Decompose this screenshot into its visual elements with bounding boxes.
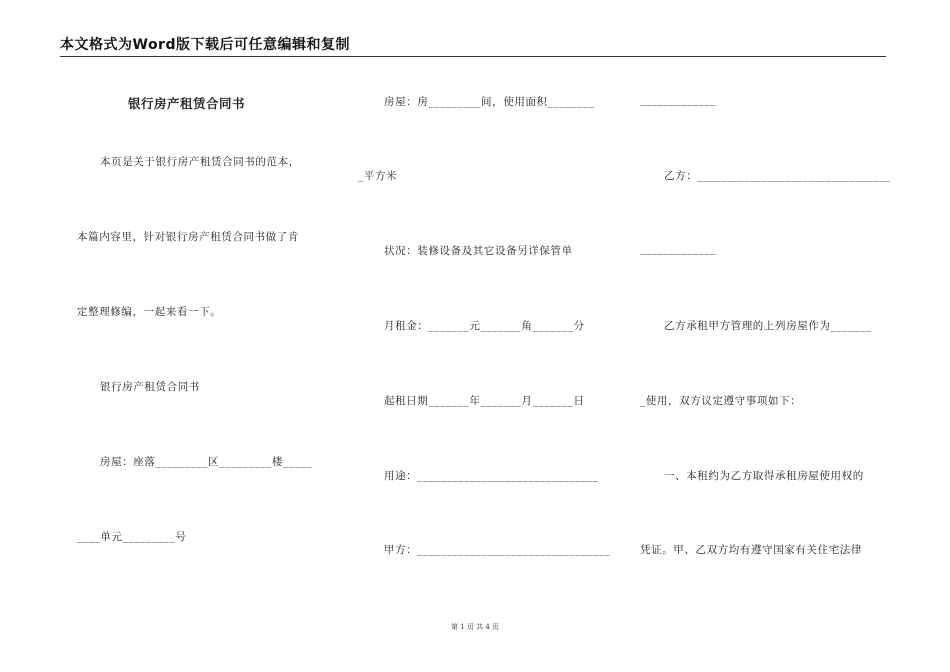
page-number: 第 1 页 共 4 页 (450, 623, 500, 631)
text-line: 定整理修编，一起来看一下。 (77, 306, 222, 318)
text-line: 银行房产租赁合同书 (100, 381, 200, 393)
text-line: 本篇内容里，针对银行房产租赁合同书做了肯 (77, 231, 299, 243)
document-title: 银行房产租赁合同书 (128, 96, 246, 111)
text-line: 月租金：_______元_______角_______分 (384, 320, 585, 332)
page-header: 本文格式为Word版下载后可任意编辑和复制 (60, 34, 886, 57)
text-line: 本页是关于银行房产租赁合同书的范本， (100, 156, 300, 168)
text-line: 一、本租约为乙方取得承租房屋使用权的 (664, 470, 864, 482)
text-line: 乙方承租甲方管理的上列房屋作为_______ (664, 320, 872, 332)
text-line: ____单元_________号 (77, 531, 187, 543)
text-line: 状况：装修设备及其它设备另详保管单 (384, 245, 573, 257)
text-line: 房屋：座落_________区_________楼_____ (100, 456, 313, 468)
text-line: 房屋：房_________间，使用面积________ (384, 96, 595, 108)
text-line: 甲方：_________________________________ (384, 544, 611, 556)
text-line: 乙方：_________________________________ (664, 170, 891, 182)
text-line: _____________ (640, 94, 717, 106)
text-line: 凭证。甲、乙双方均有遵守国家有关住宅法律 (640, 544, 862, 556)
text-line: _____________ (640, 243, 717, 255)
text-line: 起租日期_______年_______月_______日 (384, 395, 585, 407)
text-line: 用途：_______________________________ (384, 470, 599, 482)
text-line: _平方米 (358, 170, 398, 182)
text-line: _使用，双方议定遵守事项如下： (640, 395, 802, 407)
